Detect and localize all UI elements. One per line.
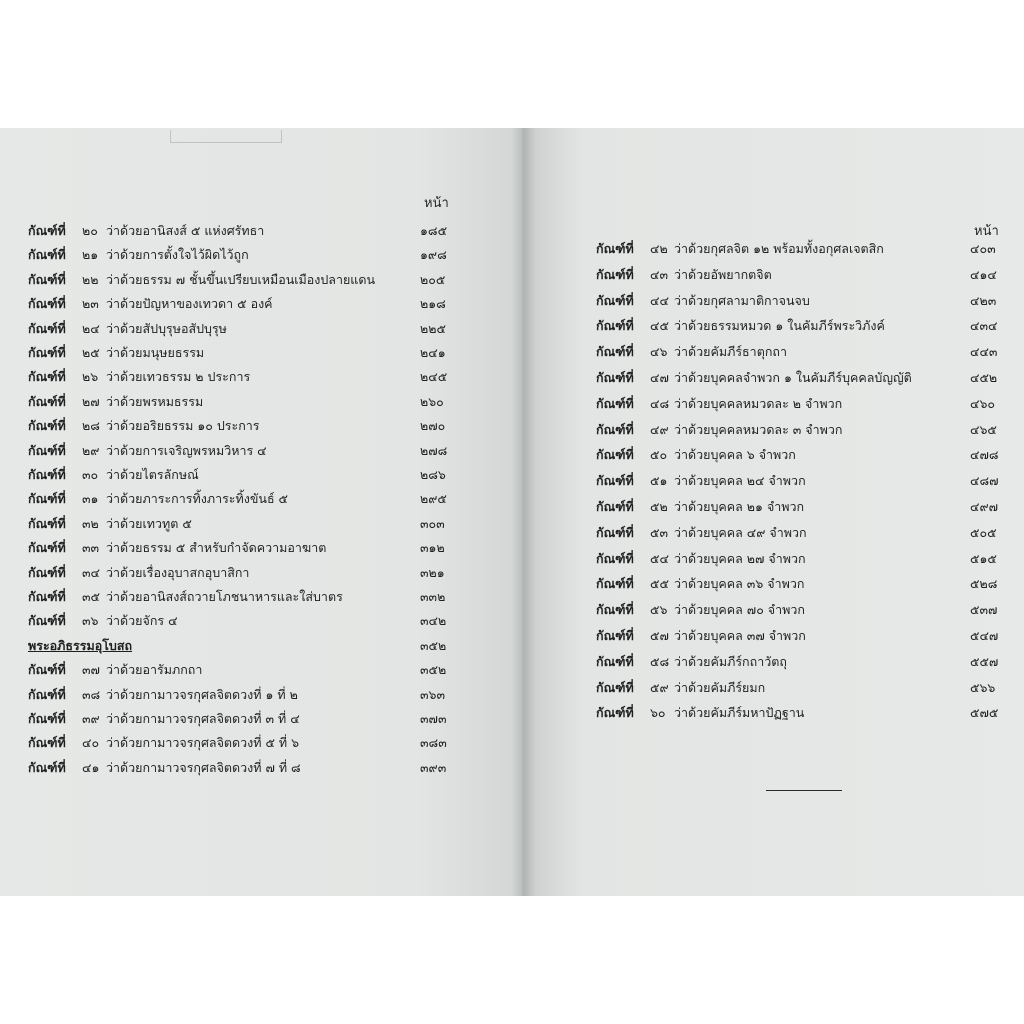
entry-page-number: ๓๕๒ [420, 662, 447, 678]
entry-number: ๔๘ [650, 395, 670, 411]
entry-kanda-label: กัณฑ์ที่ [596, 679, 634, 695]
section-page-number: ๓๕๒ [420, 637, 447, 653]
entry-page-number: ๕๕๗ [970, 653, 999, 669]
entry-page-number: ๑๙๘ [420, 247, 447, 263]
entry-page-number: ๔๓๔ [970, 318, 998, 334]
entry-title: ว่าด้วยบุคคลหมวดละ ๓ จำพวก [674, 421, 843, 437]
entry-page-number: ๒๗๐ [420, 418, 446, 434]
entry-number: ๕๑ [650, 473, 668, 489]
entry-page-number: ๕๔๗ [970, 628, 999, 643]
entry-number: ๔๙ [650, 421, 669, 437]
entry-title: ว่าด้วยอริยธรรม ๑๐ ประการ [106, 418, 260, 434]
entry-title: ว่าด้วยเทวธรรม ๒ ประการ [106, 369, 251, 385]
entry-title: ว่าด้วยไตรลักษณ์ [106, 467, 199, 482]
entry-title: ว่าด้วยบุคคล ๒๔ จำพวก [674, 473, 806, 489]
entry-kanda-label: กัณฑ์ที่ [596, 653, 634, 669]
entry-title: ว่าด้วยสัปบุรุษอสัปบุรุษ [106, 320, 227, 336]
entry-kanda-label: กัณฑ์ที่ [596, 628, 634, 643]
entry-number: ๕๖ [650, 602, 668, 618]
entry-number: ๒๔ [82, 320, 100, 336]
entry-page-number: ๓๓๒ [420, 589, 446, 604]
entry-title: ว่าด้วยธรรมหมวด ๑ ในคัมภีร์พระวิภังค์ [674, 318, 885, 334]
entry-number: ๓๐ [82, 467, 99, 482]
entry-number: ๓๕ [82, 589, 101, 604]
entry-kanda-label: กัณฑ์ที่ [28, 345, 66, 360]
entry-page-number: ๒๒๕ [420, 320, 446, 336]
entry-kanda-label: กัณฑ์ที่ [596, 395, 634, 411]
entry-title: ว่าด้วยกามาวจรกุศลจิตดวงที่ ๓ ที่ ๔ [106, 711, 300, 726]
entry-title: ว่าด้วยการตั้งใจไว้ผิดไว้ถูก [106, 247, 249, 263]
entry-number: ๔๐ [82, 735, 100, 751]
entry-page-number: ๕๑๕ [970, 550, 997, 566]
entry-page-number: ๔๖๐ [970, 395, 996, 411]
entry-title: ว่าด้วยบุคคล ๔๙ จำพวก [674, 524, 807, 540]
entry-title: ว่าด้วยกุศลามาติกาจนจบ [674, 292, 810, 308]
entry-title: ว่าด้วยบุคคลหมวดละ ๒ จำพวก [674, 395, 843, 411]
entry-kanda-label: กัณฑ์ที่ [596, 499, 634, 514]
entry-page-number: ๒๘๖ [420, 467, 446, 482]
entry-title: ว่าด้วยกามาวจรกุศลจิตดวงที่ ๑ ที่ ๒ [106, 686, 298, 702]
entry-kanda-label: กัณฑ์ที่ [596, 602, 634, 618]
entry-kanda-label: กัณฑ์ที่ [28, 271, 66, 287]
entry-number: ๔๔ [650, 292, 669, 308]
end-rule-line [766, 790, 842, 791]
entry-title: ว่าด้วยบุคคลจำพวก ๑ ในคัมภีร์บุคคลบัญญัติ [674, 370, 912, 385]
entry-number: ๓๙ [82, 711, 100, 726]
entry-title: ว่าด้วยบุคคล ๓๖ จำพวก [674, 576, 805, 592]
entry-number: ๓๓ [82, 540, 100, 556]
entry-title: ว่าด้วยคัมภีร์ธาตุกถา [674, 344, 787, 360]
entry-kanda-label: กัณฑ์ที่ [28, 467, 66, 482]
entry-page-number: ๓๘๓ [420, 735, 447, 751]
entry-kanda-label: กัณฑ์ที่ [28, 564, 66, 580]
entry-title: ว่าด้วยปัญหาของเทวดา ๕ องค์ [106, 296, 273, 312]
entry-title: ว่าด้วยจักร ๔ [106, 613, 178, 629]
entry-number: ๒๓ [82, 296, 99, 312]
entry-kanda-label: กัณฑ์ที่ [28, 223, 66, 238]
left-page-column-header: หน้า [424, 196, 449, 211]
entry-title: ว่าด้วยธรรม ๗ ชั้นขึ้นเปรียบเหมือนเมืองปลายแดน [106, 271, 376, 287]
entry-number: ๓๘ [82, 686, 101, 702]
entry-title: ว่าด้วยธรรม ๕ สำหรับกำจัดความอาฆาต [106, 540, 327, 556]
right-page [522, 128, 1024, 896]
entry-page-number: ๕๐๕ [970, 524, 997, 540]
book-spread [0, 128, 1024, 896]
entry-page-number: ๓๖๓ [420, 686, 446, 702]
entry-kanda-label: กัณฑ์ที่ [28, 589, 66, 604]
entry-number: ๕๓ [650, 524, 669, 540]
entry-kanda-label: กัณฑ์ที่ [596, 705, 634, 721]
entry-kanda-label: กัณฑ์ที่ [28, 686, 66, 702]
entry-kanda-label: กัณฑ์ที่ [596, 524, 634, 540]
entry-kanda-label: กัณฑ์ที่ [596, 370, 634, 385]
entry-title: ว่าด้วยบุคคล ๒๗ จำพวก [674, 550, 806, 566]
entry-title: ว่าด้วยคัมภีร์กถาวัตถุ [674, 653, 787, 669]
entry-page-number: ๔๖๕ [970, 421, 997, 437]
entry-page-number: ๔๕๒ [970, 370, 998, 385]
entry-number: ๒๐ [82, 223, 98, 238]
entry-number: ๓๒ [82, 515, 99, 531]
entry-number: ๒๘ [82, 418, 100, 434]
entry-kanda-label: กัณฑ์ที่ [28, 515, 66, 531]
entry-number: ๔๕ [650, 318, 669, 334]
entry-title: ว่าด้วยบุคคล ๖ จำพวก [674, 447, 796, 463]
entry-title: ว่าด้วยเทวทูต ๕ [106, 515, 192, 531]
left-page [0, 128, 522, 896]
entry-page-number: ๒๖๐ [420, 393, 444, 409]
entry-kanda-label: กัณฑ์ที่ [28, 662, 66, 678]
entry-title: ว่าด้วยคัมภีร์ยมก [674, 679, 766, 695]
entry-page-number: ๔๐๓ [970, 241, 996, 256]
entry-number: ๓๑ [82, 491, 99, 507]
entry-title: ว่าด้วยการเจริญพรหมวิหาร ๔ [106, 442, 267, 458]
entry-number: ๔๓ [650, 266, 669, 282]
entry-kanda-label: กัณฑ์ที่ [28, 711, 66, 726]
entry-number: ๕๘ [650, 653, 670, 669]
entry-kanda-label: กัณฑ์ที่ [596, 241, 634, 256]
right-page-column-header: หน้า [974, 224, 999, 239]
entry-kanda-label: กัณฑ์ที่ [596, 318, 634, 334]
entry-kanda-label: กัณฑ์ที่ [28, 540, 66, 556]
entry-kanda-label: กัณฑ์ที่ [28, 735, 66, 751]
entry-kanda-label: กัณฑ์ที่ [596, 421, 634, 437]
entry-page-number: ๔๗๘ [970, 447, 999, 463]
entry-page-number: ๔๘๗ [970, 473, 999, 489]
entry-title: ว่าด้วยมนุษยธรรม [106, 345, 205, 360]
entry-title: ว่าด้วยบุคคล ๗๐ จำพวก [674, 602, 805, 618]
entry-page-number: ๒๐๕ [420, 271, 446, 287]
entry-page-number: ๒๑๘ [420, 296, 446, 312]
entry-page-number: ๕๖๖ [970, 679, 996, 695]
entry-page-number: ๕๒๘ [970, 576, 998, 592]
entry-kanda-label: กัณฑ์ที่ [28, 418, 66, 434]
entry-page-number: ๒๙๕ [420, 491, 447, 507]
entry-title: ว่าด้วยบุคคล ๓๗ จำพวก [674, 628, 806, 643]
entry-number: ๓๖ [82, 613, 99, 629]
entry-page-number: ๓๙๓ [420, 759, 447, 775]
entry-kanda-label: กัณฑ์ที่ [596, 473, 634, 489]
entry-page-number: ๕๓๗ [970, 602, 998, 618]
entry-number: ๕๒ [650, 499, 668, 514]
entry-title: ว่าด้วยบุคคล ๒๑ จำพวก [674, 499, 805, 514]
entry-number: ๖๐ [650, 705, 666, 721]
entry-number: ๓๔ [82, 564, 101, 580]
entry-title: ว่าด้วยคัมภีร์มหาปัฏฐาน [674, 705, 805, 721]
entry-kanda-label: กัณฑ์ที่ [596, 550, 634, 566]
entry-page-number: ๓๒๑ [420, 564, 445, 580]
entry-number: ๒๑ [82, 247, 99, 263]
entry-kanda-label: กัณฑ์ที่ [28, 759, 66, 775]
entry-page-number: ๒๔๑ [420, 345, 446, 360]
entry-number: ๔๑ [82, 759, 100, 775]
entry-kanda-label: กัณฑ์ที่ [596, 266, 634, 282]
entry-page-number: ๑๘๕ [420, 223, 448, 238]
entry-title: ว่าด้วยพรหมธรรม [106, 393, 204, 409]
entry-kanda-label: กัณฑ์ที่ [28, 491, 66, 507]
entry-kanda-label: กัณฑ์ที่ [596, 344, 634, 360]
entry-page-number: ๒๗๘ [420, 442, 448, 458]
entry-page-number: ๔๑๔ [970, 266, 997, 282]
entry-title: ว่าด้วยเรื่องอุบาสกอุบาสิกา [106, 564, 250, 580]
entry-kanda-label: กัณฑ์ที่ [28, 247, 66, 263]
entry-title: ว่าด้วยภาระการทิ้งภาระทิ้งขันธ์ ๕ [106, 491, 289, 507]
entry-number: ๒๗ [82, 393, 100, 409]
entry-kanda-label: กัณฑ์ที่ [28, 442, 66, 458]
entry-page-number: ๔๒๓ [970, 292, 997, 308]
entry-number: ๕๔ [650, 550, 669, 566]
entry-page-number: ๔๔๓ [970, 344, 998, 360]
entry-page-number: ๒๔๕ [420, 369, 448, 385]
book-gutter [512, 128, 536, 896]
entry-title: ว่าด้วยอานิสงส์ถวายโภชนาหารและใส่บาตร [106, 589, 343, 604]
entry-number: ๒๖ [82, 369, 99, 385]
entry-page-number: ๓๐๓ [420, 515, 445, 531]
entry-page-number: ๓๗๓ [420, 711, 447, 726]
entry-kanda-label: กัณฑ์ที่ [28, 613, 66, 629]
faded-stamp-mark [170, 130, 282, 143]
entry-number: ๕๕ [650, 576, 669, 592]
entry-title: ว่าด้วยอานิสงส์ ๕ แห่งศรัทธา [106, 223, 265, 238]
entry-number: ๔๖ [650, 344, 668, 360]
entry-page-number: ๕๗๕ [970, 705, 999, 721]
entry-kanda-label: กัณฑ์ที่ [28, 369, 66, 385]
entry-number: ๒๒ [82, 271, 99, 287]
entry-kanda-label: กัณฑ์ที่ [596, 292, 634, 308]
entry-title: ว่าด้วยกุศลจิต ๑๒ พร้อมทั้งอกุศลเจตสิก [674, 241, 884, 256]
section-heading: พระอภิธรรมอุโบสถ [28, 637, 133, 653]
entry-number: ๔๒ [650, 241, 668, 256]
entry-kanda-label: กัณฑ์ที่ [28, 393, 66, 409]
entry-title: ว่าด้วยกามาวจรกุศลจิตดวงที่ ๗ ที่ ๘ [106, 759, 301, 775]
entry-number: ๕๐ [650, 447, 668, 463]
entry-page-number: ๓๑๒ [420, 540, 445, 556]
entry-kanda-label: กัณฑ์ที่ [28, 296, 66, 312]
entry-number: ๓๗ [82, 662, 100, 678]
entry-kanda-label: กัณฑ์ที่ [28, 320, 66, 336]
entry-number: ๒๙ [82, 442, 100, 458]
entry-kanda-label: กัณฑ์ที่ [596, 576, 634, 592]
entry-number: ๒๕ [82, 345, 100, 360]
entry-title: ว่าด้วยอารัมภกถา [106, 662, 203, 678]
entry-title: ว่าด้วยกามาวจรกุศลจิตดวงที่ ๕ ที่ ๖ [106, 735, 300, 751]
entry-page-number: ๔๙๗ [970, 499, 999, 514]
entry-kanda-label: กัณฑ์ที่ [596, 447, 634, 463]
entry-number: ๔๗ [650, 370, 669, 385]
entry-page-number: ๓๔๒ [420, 613, 447, 629]
entry-number: ๕๙ [650, 679, 669, 695]
entry-title: ว่าด้วยอัพยากตจิต [674, 266, 772, 282]
entry-number: ๕๗ [650, 628, 669, 643]
